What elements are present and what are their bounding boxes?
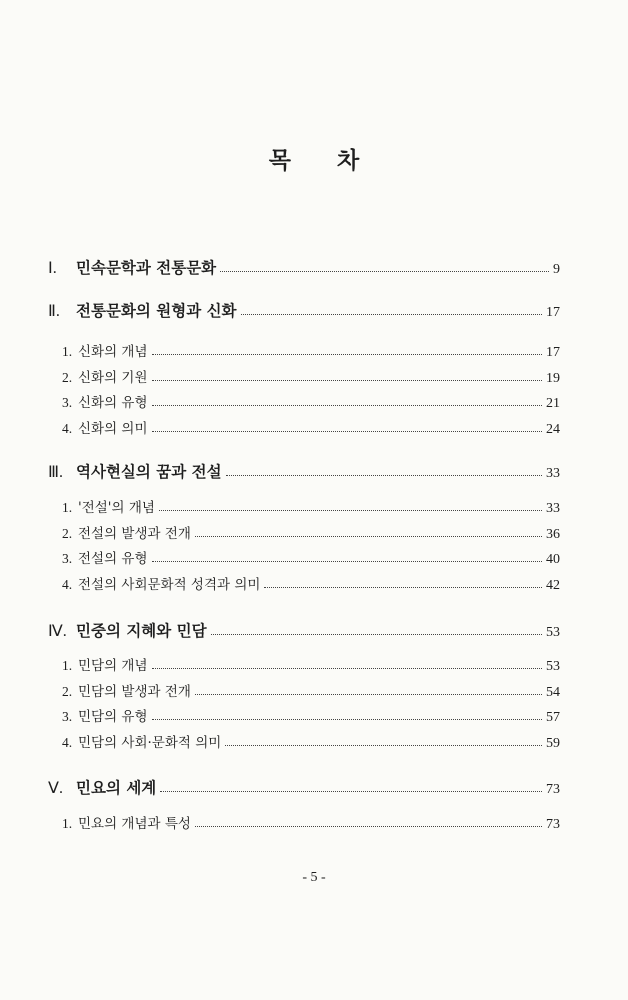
section-number: Ⅳ. xyxy=(48,623,67,640)
toc-subsection-row[interactable] xyxy=(62,654,560,675)
dot-leader xyxy=(220,271,549,272)
subsection-number: 4. xyxy=(62,576,73,592)
toc-subsection-row[interactable] xyxy=(62,812,560,833)
section-number: Ⅰ. xyxy=(48,260,57,277)
subsection-title: 민담의 유형 xyxy=(78,709,148,725)
subsection-page-number: 21 xyxy=(546,396,560,411)
toc-subsection-row[interactable] xyxy=(62,417,560,438)
subsection-number: 3. xyxy=(62,395,73,410)
toc-subsection-row[interactable] xyxy=(62,496,560,517)
subsection-number: 2. xyxy=(62,683,73,699)
subsection-number: 2. xyxy=(62,369,73,385)
dot-leader xyxy=(152,719,543,720)
dot-leader xyxy=(195,826,542,827)
subsection-page-number: 73 xyxy=(546,817,560,832)
page-footer-number: - 5 - xyxy=(302,870,326,885)
subsection-title: 민담의 사회·문화적 의미 xyxy=(78,734,222,751)
toc-subsection-row[interactable] xyxy=(62,340,560,361)
dot-leader xyxy=(226,475,542,476)
section-number: Ⅲ. xyxy=(48,464,64,481)
subsection-page-number: 19 xyxy=(546,370,560,386)
dot-leader xyxy=(225,745,542,746)
subsection-page-number: 53 xyxy=(546,659,560,674)
subsection-page-number: 57 xyxy=(546,710,560,725)
section-page-number: 9 xyxy=(553,262,560,277)
subsection-number: 2. xyxy=(62,525,73,541)
dot-leader xyxy=(211,634,542,635)
subsection-number: 1. xyxy=(62,658,73,673)
subsection-page-number: 36 xyxy=(546,526,560,542)
dot-leader xyxy=(241,314,542,315)
toc-subsection-row[interactable] xyxy=(62,547,560,568)
toc-subsection-row[interactable] xyxy=(62,680,560,701)
subsection-title: 신화의 의미 xyxy=(78,420,148,437)
section-title: 전통문화의 원형과 신화 xyxy=(76,302,237,320)
dot-leader xyxy=(160,791,542,792)
subsection-title: 전설의 발생과 전개 xyxy=(78,525,191,542)
subsection-title: 신화의 개념 xyxy=(78,344,148,360)
toc-section-row[interactable] xyxy=(48,776,560,798)
dot-leader xyxy=(152,354,543,355)
section-title: 민중의 지혜와 민담 xyxy=(76,622,207,640)
dot-leader xyxy=(195,536,542,537)
subsection-title: '전설'의 개념 xyxy=(78,500,155,516)
toc-subsection-row[interactable] xyxy=(62,573,560,594)
dot-leader xyxy=(159,510,542,511)
subsection-title: 신화의 기원 xyxy=(78,369,148,386)
toc-section-row[interactable] xyxy=(48,460,560,482)
section-number: Ⅱ. xyxy=(48,303,60,320)
subsection-title: 전설의 유형 xyxy=(78,551,148,567)
subsection-page-number: 54 xyxy=(546,684,560,700)
dot-leader xyxy=(152,431,543,432)
subsection-number: 1. xyxy=(62,500,73,515)
toc-section-row[interactable] xyxy=(48,619,560,641)
dot-leader xyxy=(152,405,543,406)
dot-leader xyxy=(264,587,542,588)
subsection-title: 전설의 사회문화적 성격과 의미 xyxy=(78,576,261,593)
toc-subsection-row[interactable] xyxy=(62,705,560,726)
toc-subsection-row[interactable] xyxy=(62,522,560,543)
subsection-title: 민담의 개념 xyxy=(78,658,148,674)
section-number: Ⅴ. xyxy=(48,780,63,797)
section-title: 민속문학과 전통문화 xyxy=(76,259,217,277)
subsection-number: 4. xyxy=(62,734,73,750)
subsection-page-number: 17 xyxy=(546,345,560,360)
subsection-page-number: 33 xyxy=(546,501,560,516)
dot-leader xyxy=(152,380,543,381)
section-page-number: 17 xyxy=(546,305,560,320)
subsection-number: 1. xyxy=(62,816,73,831)
section-page-number: 73 xyxy=(546,782,560,797)
dot-leader xyxy=(152,668,543,669)
subsection-page-number: 40 xyxy=(546,552,560,567)
toc-subsection-row[interactable] xyxy=(62,366,560,387)
title-char-2: 차 xyxy=(337,148,360,174)
section-page-number: 53 xyxy=(546,625,560,640)
subsection-page-number: 24 xyxy=(546,421,560,437)
dot-leader xyxy=(195,694,542,695)
page-title xyxy=(0,142,628,175)
subsection-number: 3. xyxy=(62,709,73,724)
subsection-number: 1. xyxy=(62,344,73,359)
toc-section-row[interactable] xyxy=(48,256,560,278)
toc-subsection-row[interactable] xyxy=(62,391,560,412)
section-title: 민요의 세계 xyxy=(76,779,157,797)
subsection-number: 4. xyxy=(62,420,73,436)
section-page-number: 33 xyxy=(546,466,560,481)
subsection-page-number: 59 xyxy=(546,735,560,751)
section-title: 역사현실의 꿈과 전설 xyxy=(76,463,222,481)
dot-leader xyxy=(152,561,543,562)
subsection-number: 3. xyxy=(62,551,73,566)
subsection-title: 민담의 발생과 전개 xyxy=(78,683,191,700)
title-char-1: 목 xyxy=(268,148,291,174)
subsection-title: 민요의 개념과 특성 xyxy=(78,816,191,832)
subsection-page-number: 42 xyxy=(546,577,560,593)
toc-subsection-row[interactable] xyxy=(62,731,560,752)
subsection-title: 신화의 유형 xyxy=(78,395,148,411)
toc-section-row[interactable] xyxy=(48,299,560,321)
